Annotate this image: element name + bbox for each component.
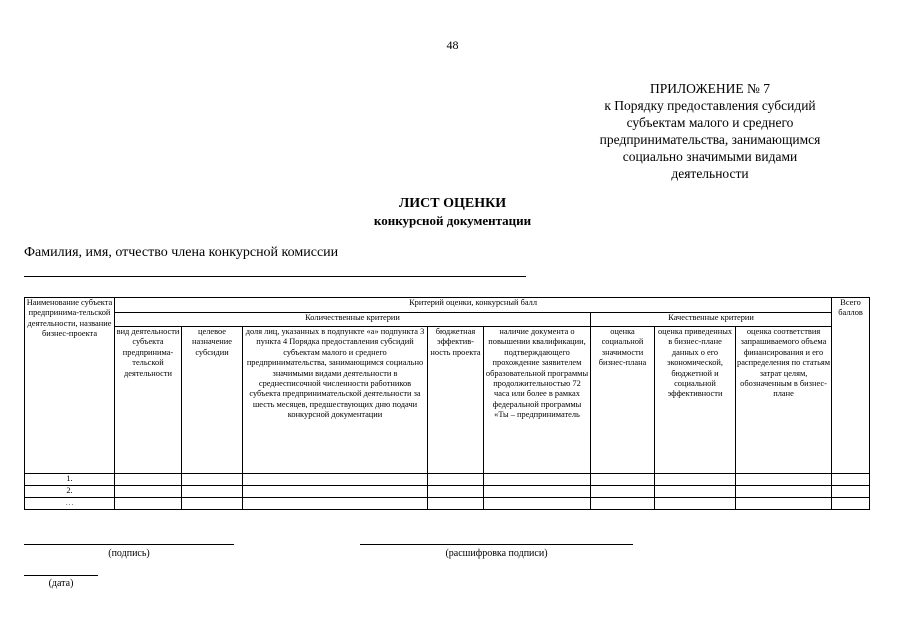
score-cell[interactable] (484, 498, 591, 510)
evaluation-table (24, 297, 870, 510)
score-cell[interactable] (484, 486, 591, 498)
row-number: 2. (25, 486, 115, 498)
appendix-line: предпринимательства, занимающимся (599, 132, 821, 147)
appendix-line: субъектам малого и среднего (626, 115, 794, 130)
fio-fill-line[interactable] (24, 276, 526, 277)
criterion-header: доля лиц, указанных в подпункте «а» подпункта 3 пункта 4 Порядка предоставления субсидий субъектам малого и среднего предпринимательства, занимающимся социально значимыми видами деятельности в среднесписочной численности работников субъекта предпринимательской деятельности за шесть месяцев, предшествующих дню подачи конкурсной документации (243, 327, 428, 474)
criterion-header: бюджетная эффектив-ность проекта (428, 327, 484, 474)
header-project-name: Наименование субъекта предпринима-тельской деятельности, название бизнес-проекта (25, 298, 115, 474)
score-cell[interactable] (428, 474, 484, 486)
score-cell[interactable] (428, 486, 484, 498)
score-cell[interactable] (736, 498, 832, 510)
date-caption: (дата) (48, 578, 74, 589)
score-cell[interactable] (655, 486, 736, 498)
header-quantitative: Количественные критерии (115, 313, 591, 327)
score-cell[interactable] (484, 474, 591, 486)
row-number: 1. (25, 474, 115, 486)
score-cell[interactable] (655, 498, 736, 510)
table-row (25, 486, 870, 498)
row-number: … (25, 498, 115, 510)
appendix-line: к Порядку предоставления субсидий (604, 98, 816, 113)
score-cell[interactable] (591, 498, 655, 510)
table-row (25, 474, 870, 486)
signature-caption: (подпись) (108, 548, 150, 559)
score-cell[interactable] (428, 498, 484, 510)
criterion-header: целевое назначение субсидии (182, 327, 243, 474)
score-cell[interactable] (182, 474, 243, 486)
appendix-line: ПРИЛОЖЕНИЕ № 7 (649, 81, 771, 96)
score-cell[interactable] (182, 498, 243, 510)
criterion-header: вид деятельности субъекта предпринима-тельской деятельности (115, 327, 182, 474)
document-title: ЛИСТ ОЦЕНКИ (398, 196, 507, 211)
decryption-caption: (расшифровка подписи) (445, 548, 548, 559)
page-number: 48 (446, 38, 459, 52)
score-cell[interactable] (655, 474, 736, 486)
score-cell[interactable] (115, 486, 182, 498)
date-line[interactable] (24, 575, 98, 576)
appendix-header (585, 80, 835, 182)
score-cell[interactable] (736, 486, 832, 498)
criterion-header: оценка соответствия запрашиваемого объема финансирования и его распределения по статьям затрат целям, обозначенным в бизнес-плане (736, 327, 832, 474)
table-row (25, 498, 870, 510)
header-criteria: Критерий оценки, конкурсный балл (115, 298, 832, 313)
score-cell[interactable] (115, 498, 182, 510)
appendix-line: социально значимыми видами (622, 149, 798, 164)
signature-line[interactable] (24, 544, 234, 545)
criterion-header: оценка приведенных в бизнес-плане данных о его экономической, бюджетной и социальной эффективности (655, 327, 736, 474)
fio-label: Фамилия, имя, отчество члена конкурсной комиссии (24, 245, 339, 260)
criterion-header: наличие документа о повышении квалификации, подтверждающего прохождение заявителем образовательной программы продолжительностью 72 часа или более в рамках федеральной программы «Ты – предприниматель (484, 327, 591, 474)
score-cell[interactable] (591, 486, 655, 498)
total-cell[interactable] (832, 498, 870, 510)
score-cell[interactable] (243, 498, 428, 510)
total-cell[interactable] (832, 486, 870, 498)
score-cell[interactable] (182, 486, 243, 498)
signature-decryption-line[interactable] (360, 544, 633, 545)
document-subtitle: конкурсной документации (373, 213, 532, 228)
criterion-header: оценка социальной значимости бизнес-плана (591, 327, 655, 474)
score-cell[interactable] (736, 474, 832, 486)
total-cell[interactable] (832, 474, 870, 486)
score-cell[interactable] (243, 474, 428, 486)
score-cell[interactable] (115, 474, 182, 486)
score-cell[interactable] (243, 486, 428, 498)
appendix-line: деятельности (671, 166, 749, 181)
header-total: Всего баллов (832, 298, 870, 474)
header-qualitative: Качественные критерии (591, 313, 832, 327)
score-cell[interactable] (591, 474, 655, 486)
